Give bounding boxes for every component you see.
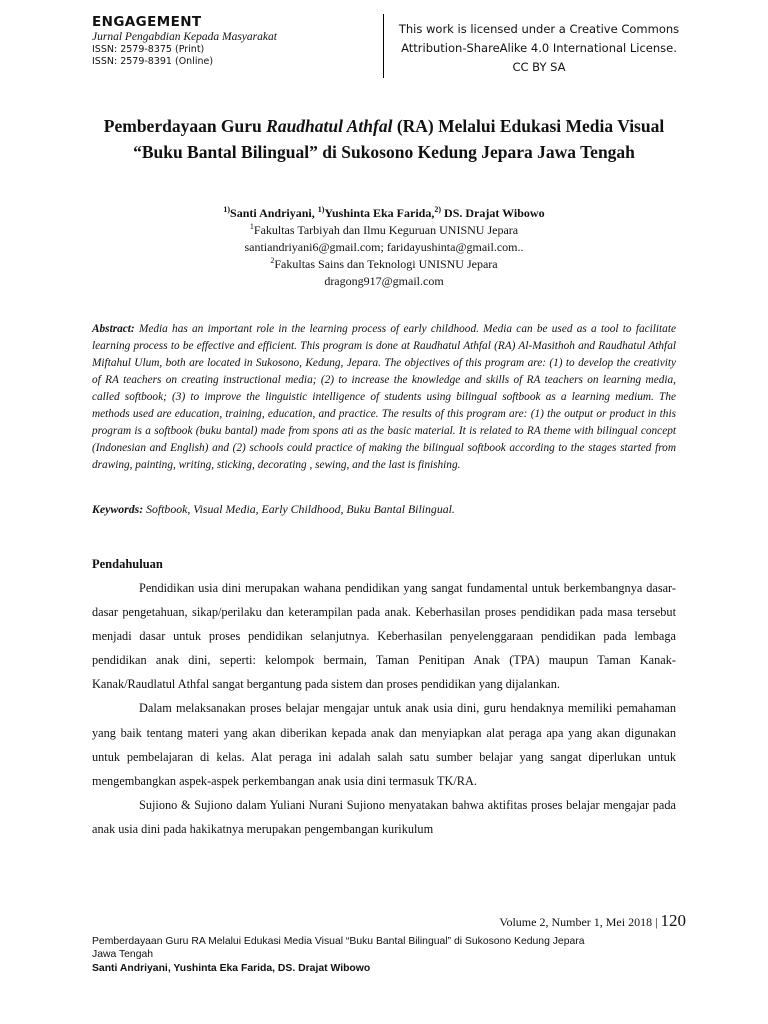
body-paragraph-2: Dalam melaksanakan proses belajar mengajar untuk anak usia dini, guru hendaknya memiliki pemahaman yang baik tentang materi yang akan diberikan kepada anak dan menyiapkan alat peraga apa yang akan digunakan untuk pembelajaran di kelas. Alat peraga ini adalah salah satu sumber belajar yang sangat diperlukan untuk mengembangkan aspek-aspek perkembangan anak usia dini termasuk TK/RA. <box>92 701 676 788</box>
author-names <box>100 205 668 222</box>
author-2-marker: 1) <box>317 205 325 214</box>
author-1-marker: 1) <box>223 205 231 214</box>
body-paragraph-3: Sujiono & Sujiono dalam Yuliani Nurani Sujiono menyatakan bahwa aktifitas proses belajar mengajar pada anak usia dini pada hakikatnya merupakan pengembangan kurikulum <box>92 797 676 836</box>
license-line-1: This work is licensed under a Creative Commons <box>398 22 680 36</box>
keywords-label: Keywords: <box>92 502 144 516</box>
abstract-text: Media has an important role in the learning process of early childhood. Media can be used as a tool to facilitate learning process to be effective and efficient. This program is done at Raudhatul Athfal (RA) Al-Masithoh and Raudhatul Athfal Miftahul Ulum, both are located in Sukosono, Kedung, Jepara. The objectives of this program are: (1) to develop the creativity of RA teachers on creating instructional media; (2) to increase the knowledge and skills of RA teachers on learning media, called softbook; (3) to improve the linguistic intelligence of students using bilingual softbook as a learning medium. The methods used are education, training, education, and practice. The results of this program are: (1) the output or product in this program is a softbook (buku bantal) made from spons ati as the basic material. It is related to RA theme with bilingual concept (Indonesian and English) and (2) schools could practice of making the bilingual softbook according to the stages started from drawing, painting, writing, sticking, decorating , sewing, and the last is finishing. <box>92 323 676 471</box>
body-text <box>92 576 676 841</box>
paper-title <box>100 113 668 165</box>
author-1: Santi Andriyani, <box>230 206 318 220</box>
keywords <box>92 501 676 518</box>
body-paragraph-1: Pendidikan usia dini merupakan wahana pendidikan yang sangat fundamental untuk berkembangnya dasar-dasar pengetahuan, sikap/perilaku dan keterampilan pada anak. Keberhasilan proses pendidikan pada masa tersebut menjadi dasar untuk proses pendidikan selanjutnya. Keberhasilan penyelenggaraan pendidikan pada lembaga pendidikan anak dini, seperti: kelompok bermain, Taman Penitipan Anak (TPA) maupun Taman Kanak-Kanak/Raudlatul Athfal sangat bergantung pada sistem dan proses pendidikan yang dijalankan. <box>92 581 676 692</box>
title-italic: Raudhatul Athfal <box>266 116 393 136</box>
author-3-marker: 2) <box>434 205 442 214</box>
footer-authors: Santi Andriyani, Yushinta Eka Farida, DS. Drajat Wibowo <box>92 963 371 974</box>
email-line-1: santiandriyani6@gmail.com; faridayushinta@gmail.com.. <box>244 240 524 254</box>
citation-line-2: Jawa Tengah <box>92 949 154 960</box>
affiliation-1-text: Fakultas Tarbiyah dan Ilmu Keguruan UNISNU Jepara <box>253 223 519 237</box>
issn-print: ISSN: 2579-8375 (Print) <box>92 44 205 55</box>
license-line-2: Attribution-ShareAlike 4.0 International License. <box>401 41 677 55</box>
affiliation-2 <box>100 256 668 273</box>
license-notice <box>384 20 694 77</box>
footer-citation <box>92 935 682 961</box>
license-line-3: CC BY SA <box>512 60 566 74</box>
abstract <box>92 321 676 474</box>
affiliation-2-marker: 2 <box>270 256 275 265</box>
citation-line-1: Pemberdayaan Guru RA Melalui Edukasi Media Visual “Buku Bantal Bilingual” di Sukosono Kedung Jepara <box>92 936 585 947</box>
journal-name: ENGAGEMENT <box>92 14 202 30</box>
author-block <box>100 205 668 290</box>
journal-subtitle: Jurnal Pengabdian Kepada Masyarakat <box>92 31 277 43</box>
page-number: 120 <box>660 911 686 930</box>
author-3: DS. Drajat Wibowo <box>441 206 545 220</box>
affiliation-2-text: Fakultas Sains dan Teknologi UNISNU Jepara <box>274 257 498 271</box>
abstract-label: Abstract: <box>92 323 135 335</box>
affiliation-1-marker: 1 <box>249 222 254 231</box>
affiliation-1 <box>100 222 668 239</box>
email-line-2: dragong917@gmail.com <box>324 274 444 288</box>
journal-header <box>92 14 382 68</box>
volume-text: Volume 2, Number 1, Mei 2018 | <box>499 915 661 929</box>
issn-online: ISSN: 2579-8391 (Online) <box>92 56 214 67</box>
author-2: Yushinta Eka Farida, <box>324 206 435 220</box>
section-heading: Pendahuluan <box>92 557 163 571</box>
title-part-1: Pemberdayaan Guru <box>103 116 267 136</box>
keywords-text: Softbook, Visual Media, Early Childhood, Buku Bantal Bilingual. <box>143 502 455 516</box>
title-part-2: (RA) Melalui Edukasi Media Visual “Buku Bantal Bilingual” di Sukosono Kedung Jepara Jawa Tengah <box>133 116 665 162</box>
volume-info <box>300 911 686 932</box>
